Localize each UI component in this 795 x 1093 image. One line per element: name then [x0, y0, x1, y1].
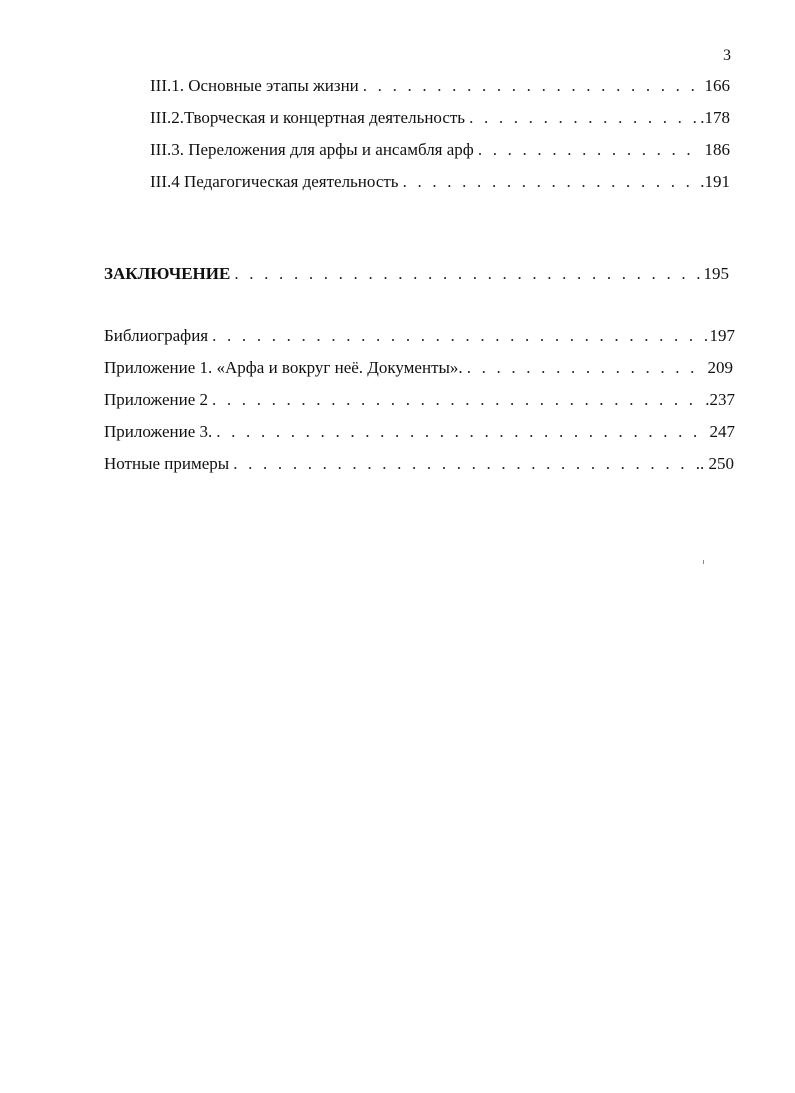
dot-leader: [403, 171, 698, 193]
toc-entry-appendix-2[interactable]: [104, 389, 735, 411]
dot-leader: [467, 357, 705, 379]
toc-entry-label: III.1. Основные этапы жизни: [150, 76, 359, 95]
toc-entry-page: 186: [704, 140, 730, 159]
toc-entry-appendix-3[interactable]: [104, 421, 735, 443]
toc-entry-iii-2[interactable]: [150, 107, 730, 129]
toc-entry-page: .. 250: [695, 454, 734, 473]
toc-entry-appendix-1[interactable]: [104, 357, 733, 379]
toc-entry-label: Приложение 3.: [104, 422, 213, 441]
scan-artifact: [703, 560, 704, 564]
toc-entry-page: 247: [709, 422, 735, 441]
toc-entry-label: Нотные примеры: [104, 454, 230, 473]
toc-entry-label: Приложение 1. «Арфа и вокруг неё. Документы».: [104, 358, 463, 377]
toc-entry-page: 195: [703, 264, 729, 283]
page-number: 3: [723, 47, 731, 64]
toc-entry-page: .191: [700, 172, 730, 191]
toc-entry-page: .178: [700, 108, 730, 127]
toc-entry-label: III.3. Переложения для арфы и ансамбля арф: [150, 140, 474, 159]
toc-entry-bibliography[interactable]: [104, 325, 735, 347]
toc-entry-music-examples[interactable]: [104, 453, 734, 475]
toc-entry-conclusion[interactable]: [104, 263, 729, 285]
toc-entry-label: III.4 Педагогическая деятельность: [150, 172, 399, 191]
toc-entry-label: Приложение 2: [104, 390, 208, 409]
toc-entry-iii-4[interactable]: [150, 171, 730, 193]
toc-entry-label: ЗАКЛЮЧЕНИЕ: [104, 264, 231, 283]
dot-leader: [363, 75, 702, 97]
dot-leader: [469, 107, 697, 129]
dot-leader: [234, 263, 700, 285]
dot-leader: [478, 139, 702, 161]
dot-leader: [216, 421, 706, 443]
toc-entry-label: Библиография: [104, 326, 209, 345]
toc-entry-iii-1[interactable]: [150, 75, 730, 97]
toc-entry-page: 197: [709, 326, 735, 345]
dot-leader: [212, 325, 706, 347]
toc-entry-page: 166: [704, 76, 730, 95]
toc-entry-page: .237: [705, 390, 735, 409]
toc-entry-label: III.2.Творческая и концертная деятельность: [150, 108, 466, 127]
dot-leader: [212, 389, 702, 411]
toc-entry-iii-3[interactable]: [150, 139, 730, 161]
toc-entry-page: 209: [707, 358, 733, 377]
dot-leader: [233, 453, 693, 475]
